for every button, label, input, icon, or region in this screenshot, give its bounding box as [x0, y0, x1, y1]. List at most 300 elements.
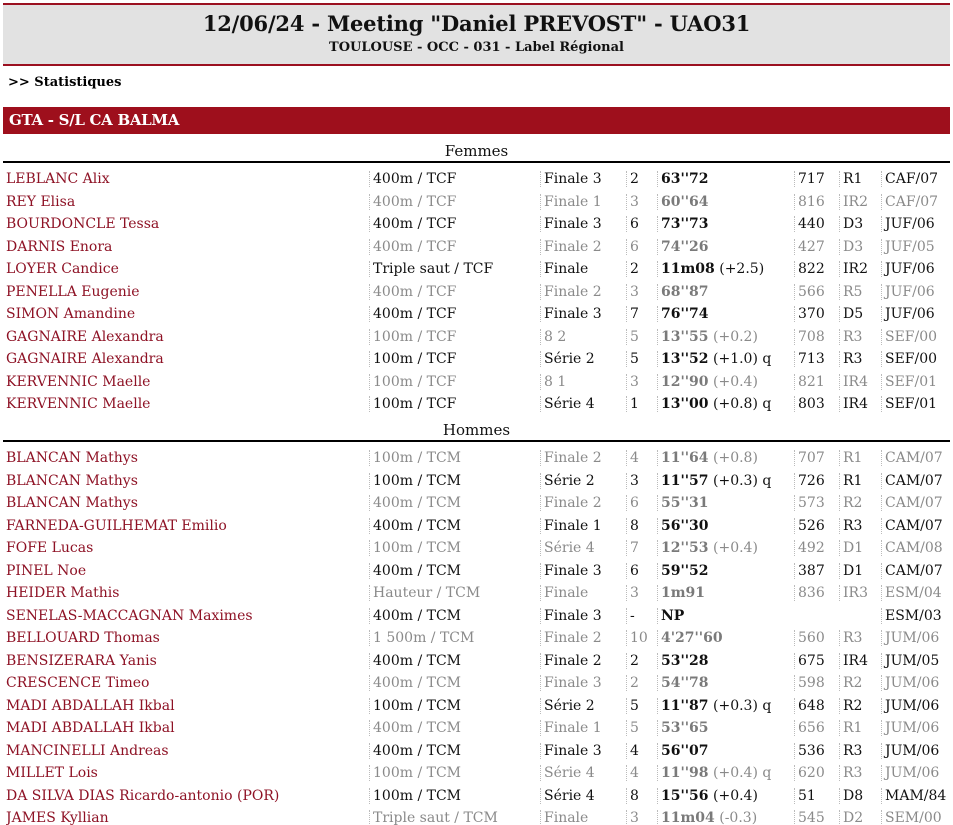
page-header	[3, 3, 950, 66]
athlete-name-link[interactable]: JAMES Kyllian	[6, 810, 109, 825]
event-cell: 100m / TCM	[369, 765, 539, 781]
performance-wind: (+0.2)	[713, 328, 758, 345]
category-cell: JUF/06	[881, 284, 950, 300]
athlete-name-link[interactable]: BLANCAN Mathys	[6, 450, 138, 466]
category-cell: JUM/06	[881, 675, 950, 691]
performance-value: 11m04	[661, 810, 715, 825]
round-cell: Finale 3	[540, 608, 626, 624]
event-cell: 400m / TCF	[369, 194, 539, 210]
performance-wind: (+0.4) q	[713, 765, 772, 781]
statistics-link[interactable]: >> Statistiques	[8, 75, 122, 90]
level-cell: IR2	[839, 261, 881, 277]
points-cell: 526	[794, 518, 838, 534]
rank-cell: 2	[626, 675, 656, 691]
athlete-name-link[interactable]: REY Elisa	[6, 193, 76, 210]
performance-cell	[657, 675, 793, 691]
section-header-men	[3, 420, 950, 442]
category-cell: ESM/04	[881, 585, 950, 601]
athlete-name-link[interactable]: PENELLA Eugenie	[6, 283, 140, 300]
athlete-name-link[interactable]: BENSIZERARA Yanis	[6, 652, 157, 669]
performance-value: 55''31	[661, 495, 709, 511]
level-cell: R3	[839, 765, 881, 781]
rank-cell: 5	[626, 351, 656, 367]
athlete-name-link[interactable]: LOYER Candice	[6, 261, 119, 277]
event-cell: 100m / TCF	[369, 396, 539, 412]
round-cell: Finale	[540, 810, 626, 825]
round-cell: Finale 2	[540, 495, 626, 511]
club-header: GTA - S/L CA BALMA	[3, 107, 950, 134]
category-cell: CAF/07	[881, 171, 950, 187]
category-cell: JUF/06	[881, 261, 950, 277]
performance-cell	[657, 608, 793, 624]
rank-cell: 6	[626, 216, 656, 232]
event-cell: 400m / TCM	[369, 608, 539, 624]
event-cell: 400m / TCF	[369, 306, 539, 322]
rank-cell: 2	[626, 653, 656, 669]
category-cell: JUM/06	[881, 720, 950, 736]
level-cell: IR4	[839, 653, 881, 669]
performance-wind: (+0.8)	[713, 450, 758, 466]
points-cell: 536	[794, 743, 838, 759]
points-cell: 816	[794, 194, 838, 210]
performance-cell	[657, 306, 793, 322]
performance-cell	[657, 810, 793, 825]
results-table-men	[3, 447, 950, 825]
round-cell: Finale 2	[540, 450, 626, 466]
performance-cell	[657, 284, 793, 300]
performance-value: 63''72	[661, 171, 709, 187]
event-cell: 400m / TCM	[369, 495, 539, 511]
table-row	[3, 492, 950, 515]
level-cell: D3	[839, 216, 881, 232]
performance-wind: (-0.3)	[719, 810, 758, 825]
round-cell: Série 4	[540, 396, 626, 412]
performance-cell	[657, 518, 793, 534]
performance-value: 11m08	[661, 261, 715, 277]
performance-cell	[657, 495, 793, 511]
round-cell: Finale 3	[540, 743, 626, 759]
round-cell: Série 2	[540, 698, 626, 714]
round-cell: Finale 1	[540, 720, 626, 736]
section-title: Hommes	[442, 421, 511, 439]
points-cell: 836	[794, 585, 838, 601]
rank-cell: 2	[626, 261, 656, 277]
performance-value: 13''55	[661, 328, 709, 345]
performance-value: 73''73	[661, 216, 709, 232]
performance-wind: (+0.3) q	[713, 472, 772, 489]
athlete-name-link[interactable]: KERVENNIC Maelle	[6, 396, 151, 412]
rank-cell: 5	[626, 698, 656, 714]
round-cell: Finale 3	[540, 563, 626, 579]
athlete-name-link[interactable]: SENELAS-MACCAGNAN Maximes	[6, 607, 253, 624]
round-cell: Finale 3	[540, 306, 626, 322]
athlete-name-link[interactable]: HEIDER Mathis	[6, 585, 120, 601]
level-cell: R1	[839, 720, 881, 736]
level-cell: D5	[839, 306, 881, 322]
athlete-name-link[interactable]: GAGNAIRE Alexandra	[6, 351, 164, 367]
points-cell: 440	[794, 216, 838, 232]
event-cell: 400m / TCF	[369, 171, 539, 187]
table-row	[3, 348, 950, 371]
performance-cell	[657, 743, 793, 759]
event-cell: Hauteur / TCM	[369, 585, 539, 601]
points-cell: 370	[794, 306, 838, 322]
points-cell: 822	[794, 261, 838, 277]
table-row	[3, 213, 950, 236]
performance-value: 53''65	[661, 720, 709, 736]
athlete-name-link[interactable]: KERVENNIC Maelle	[6, 373, 151, 390]
table-row	[3, 695, 950, 718]
category-cell: MAM/84	[881, 788, 950, 804]
rank-cell: 3	[626, 374, 656, 390]
level-cell: D3	[839, 239, 881, 255]
performance-wind: (+0.4)	[713, 373, 758, 390]
rank-cell: 5	[626, 720, 656, 736]
table-row	[3, 281, 950, 304]
performance-cell	[657, 351, 793, 367]
level-cell: R3	[839, 743, 881, 759]
event-cell: 400m / TCM	[369, 518, 539, 534]
performance-value: 53''28	[661, 652, 709, 669]
points-cell: 560	[794, 630, 838, 646]
level-cell: IR2	[839, 194, 881, 210]
category-cell: JUM/06	[881, 698, 950, 714]
round-cell: Série 2	[540, 351, 626, 367]
performance-wind: (+0.3) q	[713, 697, 772, 714]
category-cell: JUF/06	[881, 306, 950, 322]
table-row	[3, 785, 950, 808]
section-title: Femmes	[444, 142, 509, 160]
athlete-name-link[interactable]: DA SILVA DIAS Ricardo-antonio (POR)	[6, 787, 280, 804]
level-cell: R5	[839, 284, 881, 300]
athlete-name-link[interactable]: BLANCAN Mathys	[6, 472, 138, 489]
level-cell: D1	[839, 540, 881, 556]
table-row	[3, 537, 950, 560]
event-cell: 1 500m / TCM	[369, 630, 539, 646]
points-cell: 708	[794, 329, 838, 345]
round-cell: 8 2	[540, 329, 626, 345]
table-row	[3, 303, 950, 326]
points-cell: 656	[794, 720, 838, 736]
performance-value: 15''56	[661, 787, 709, 804]
performance-cell	[657, 450, 793, 466]
category-cell: SEF/01	[881, 374, 950, 390]
points-cell: 51	[794, 788, 838, 804]
table-row	[3, 447, 950, 470]
performance-cell	[657, 788, 793, 804]
points-cell: 427	[794, 239, 838, 255]
athlete-name-link[interactable]: CRESCENCE Timeo	[6, 675, 150, 691]
event-cell: 400m / TCM	[369, 720, 539, 736]
athlete-name-link[interactable]: MILLET Lois	[6, 765, 98, 781]
level-cell: IR4	[839, 374, 881, 390]
table-row	[3, 627, 950, 650]
points-cell: 573	[794, 495, 838, 511]
performance-cell	[657, 540, 793, 556]
athlete-name-link[interactable]: GAGNAIRE Alexandra	[6, 328, 164, 345]
level-cell: IR3	[839, 585, 881, 601]
category-cell: JUM/05	[881, 653, 950, 669]
rank-cell: 10	[626, 630, 656, 646]
category-cell: ESM/03	[881, 608, 950, 624]
section-header-women	[3, 141, 950, 163]
table-row	[3, 560, 950, 583]
page-title: 12/06/24 - Meeting "Daniel PREVOST" - UAO31	[202, 11, 751, 36]
round-cell: 8 1	[540, 374, 626, 390]
rank-cell: 4	[626, 765, 656, 781]
table-row	[3, 762, 950, 785]
performance-cell	[657, 473, 793, 489]
performance-value: 13''52	[661, 351, 709, 367]
level-cell: R2	[839, 675, 881, 691]
rank-cell: 7	[626, 306, 656, 322]
event-cell: 400m / TCF	[369, 216, 539, 232]
category-cell: CAM/08	[881, 540, 950, 556]
event-cell: 400m / TCM	[369, 653, 539, 669]
event-cell: 100m / TCM	[369, 473, 539, 489]
category-cell: SEM/00	[881, 810, 950, 825]
rank-cell: 3	[626, 473, 656, 489]
level-cell: R1	[839, 171, 881, 187]
event-cell: 100m / TCM	[369, 698, 539, 714]
table-row	[3, 326, 950, 349]
round-cell: Finale	[540, 585, 626, 601]
event-cell: 100m / TCF	[369, 351, 539, 367]
performance-cell	[657, 216, 793, 232]
table-row	[3, 672, 950, 695]
level-cell: R3	[839, 630, 881, 646]
event-cell: 400m / TCM	[369, 563, 539, 579]
performance-value: 56''30	[661, 517, 709, 534]
athlete-name-link[interactable]: MANCINELLI Andreas	[6, 742, 169, 759]
event-cell: 100m / TCF	[369, 374, 539, 390]
athlete-name-link[interactable]: BELLOUARD Thomas	[6, 630, 160, 646]
round-cell: Série 2	[540, 473, 626, 489]
athlete-name-link[interactable]: FOFE Lucas	[6, 540, 94, 556]
round-cell: Série 4	[540, 788, 626, 804]
performance-value: 76''74	[661, 306, 709, 322]
event-cell: 400m / TCF	[369, 284, 539, 300]
rank-cell: 5	[626, 329, 656, 345]
table-row	[3, 393, 950, 416]
event-cell: 100m / TCM	[369, 540, 539, 556]
performance-cell	[657, 171, 793, 187]
athlete-name-link[interactable]: BLANCAN Mathys	[6, 495, 138, 511]
page-subtitle: TOULOUSE - OCC - 031 - Label Régional	[329, 40, 624, 55]
performance-cell	[657, 261, 793, 277]
category-cell: JUM/06	[881, 630, 950, 646]
points-cell: 598	[794, 675, 838, 691]
performance-value: 1m91	[661, 585, 706, 601]
performance-cell	[657, 396, 793, 412]
performance-cell	[657, 239, 793, 255]
performance-value: 54''78	[661, 675, 709, 691]
category-cell: CAM/07	[881, 495, 950, 511]
round-cell: Série 4	[540, 765, 626, 781]
athlete-name-link[interactable]: BOURDONCLE Tessa	[6, 216, 160, 232]
rank-cell: 3	[626, 810, 656, 825]
rank-cell: 6	[626, 495, 656, 511]
event-cell: 100m / TCF	[369, 329, 539, 345]
rank-cell: 6	[626, 563, 656, 579]
performance-cell	[657, 374, 793, 390]
category-cell: CAM/07	[881, 450, 950, 466]
category-cell: SEF/00	[881, 329, 950, 345]
performance-value: 4'27''60	[661, 630, 723, 646]
level-cell: D2	[839, 810, 881, 825]
level-cell: IR4	[839, 396, 881, 412]
athlete-name-link[interactable]: MADI ABDALLAH Ikbal	[6, 697, 175, 714]
rank-cell: 3	[626, 284, 656, 300]
event-cell: Triple saut / TCM	[369, 810, 539, 825]
round-cell: Série 4	[540, 540, 626, 556]
performance-cell	[657, 585, 793, 601]
table-row	[3, 470, 950, 493]
performance-wind: (+0.4)	[713, 787, 758, 804]
rank-cell: 7	[626, 540, 656, 556]
table-row	[3, 582, 950, 605]
table-row	[3, 605, 950, 628]
rank-cell: -	[626, 608, 656, 624]
level-cell: R1	[839, 450, 881, 466]
rank-cell: 6	[626, 239, 656, 255]
rank-cell: 3	[626, 585, 656, 601]
category-cell: JUF/05	[881, 239, 950, 255]
category-cell: JUM/06	[881, 765, 950, 781]
category-cell: CAM/07	[881, 473, 950, 489]
athlete-name-link[interactable]: MADI ABDALLAH Ikbal	[6, 720, 175, 736]
round-cell: Finale 2	[540, 239, 626, 255]
round-cell: Finale 1	[540, 194, 626, 210]
round-cell: Finale 2	[540, 653, 626, 669]
performance-value: 12''90	[661, 373, 709, 390]
performance-cell	[657, 765, 793, 781]
table-row	[3, 717, 950, 740]
performance-wind: (+2.5)	[719, 261, 765, 277]
category-cell: JUF/06	[881, 216, 950, 232]
performance-value: 74''26	[661, 238, 709, 255]
rank-cell: 4	[626, 743, 656, 759]
rank-cell: 8	[626, 788, 656, 804]
event-cell: 400m / TCM	[369, 675, 539, 691]
performance-wind: (+0.4)	[713, 540, 758, 556]
table-row	[3, 371, 950, 394]
round-cell: Finale 3	[540, 216, 626, 232]
level-cell: R2	[839, 495, 881, 511]
table-row	[3, 236, 950, 259]
level-cell: R2	[839, 698, 881, 714]
points-cell: 707	[794, 450, 838, 466]
level-cell: R1	[839, 473, 881, 489]
table-row	[3, 191, 950, 214]
rank-cell: 1	[626, 396, 656, 412]
category-cell: JUM/06	[881, 743, 950, 759]
points-cell: 713	[794, 351, 838, 367]
level-cell: R3	[839, 351, 881, 367]
points-cell: 387	[794, 563, 838, 579]
performance-cell	[657, 563, 793, 579]
rank-cell: 4	[626, 450, 656, 466]
level-cell: D8	[839, 788, 881, 804]
athlete-name-link[interactable]: PINEL Noe	[6, 562, 87, 579]
event-cell: 100m / TCM	[369, 450, 539, 466]
table-row	[3, 258, 950, 281]
performance-value: 11''57	[661, 472, 709, 489]
performance-value: 56''07	[661, 742, 709, 759]
points-cell: 648	[794, 698, 838, 714]
level-cell: R3	[839, 329, 881, 345]
event-cell: 400m / TCM	[369, 743, 539, 759]
performance-cell	[657, 329, 793, 345]
event-cell: Triple saut / TCF	[369, 261, 539, 277]
athlete-name-link[interactable]: SIMON Amandine	[6, 306, 136, 322]
round-cell: Finale	[540, 261, 626, 277]
performance-cell	[657, 653, 793, 669]
performance-value: 60''64	[661, 193, 709, 210]
rank-cell: 2	[626, 171, 656, 187]
points-cell: 726	[794, 473, 838, 489]
points-cell: 675	[794, 653, 838, 669]
event-cell: 100m / TCM	[369, 788, 539, 804]
level-cell: R3	[839, 518, 881, 534]
table-row	[3, 650, 950, 673]
performance-value: 12''53	[661, 540, 709, 556]
table-row	[3, 740, 950, 763]
performance-value: 68''87	[661, 283, 709, 300]
category-cell: CAF/07	[881, 194, 950, 210]
points-cell: 620	[794, 765, 838, 781]
performance-wind: (+1.0) q	[713, 351, 772, 367]
performance-value: 11''64	[661, 450, 709, 466]
athlete-name-link[interactable]: FARNEDA-GUILHEMAT Emilio	[6, 517, 227, 534]
athlete-name-link[interactable]: LEBLANC Alix	[6, 171, 110, 187]
points-cell: 821	[794, 374, 838, 390]
performance-value: NP	[661, 607, 685, 624]
rank-cell: 3	[626, 194, 656, 210]
performance-value: 11''87	[661, 697, 709, 714]
performance-cell	[657, 194, 793, 210]
performance-wind: (+0.8) q	[713, 396, 772, 412]
category-cell: SEF/00	[881, 351, 950, 367]
category-cell: CAM/07	[881, 563, 950, 579]
table-row	[3, 807, 950, 825]
round-cell: Finale 3	[540, 171, 626, 187]
table-row	[3, 168, 950, 191]
points-cell: 566	[794, 284, 838, 300]
category-cell: SEF/01	[881, 396, 950, 412]
level-cell: D1	[839, 563, 881, 579]
round-cell: Finale 2	[540, 630, 626, 646]
category-cell: CAM/07	[881, 518, 950, 534]
points-cell: 545	[794, 810, 838, 825]
points-cell: 717	[794, 171, 838, 187]
round-cell: Finale 1	[540, 518, 626, 534]
results-table-women	[3, 168, 950, 416]
performance-cell	[657, 720, 793, 736]
round-cell: Finale 3	[540, 675, 626, 691]
athlete-name-link[interactable]: DARNIS Enora	[6, 238, 113, 255]
points-cell: 803	[794, 396, 838, 412]
rank-cell: 8	[626, 518, 656, 534]
performance-cell	[657, 630, 793, 646]
points-cell: 492	[794, 540, 838, 556]
round-cell: Finale 2	[540, 284, 626, 300]
table-row	[3, 515, 950, 538]
performance-cell	[657, 698, 793, 714]
performance-value: 13''00	[661, 396, 709, 412]
event-cell: 400m / TCF	[369, 239, 539, 255]
performance-value: 59''52	[661, 562, 709, 579]
